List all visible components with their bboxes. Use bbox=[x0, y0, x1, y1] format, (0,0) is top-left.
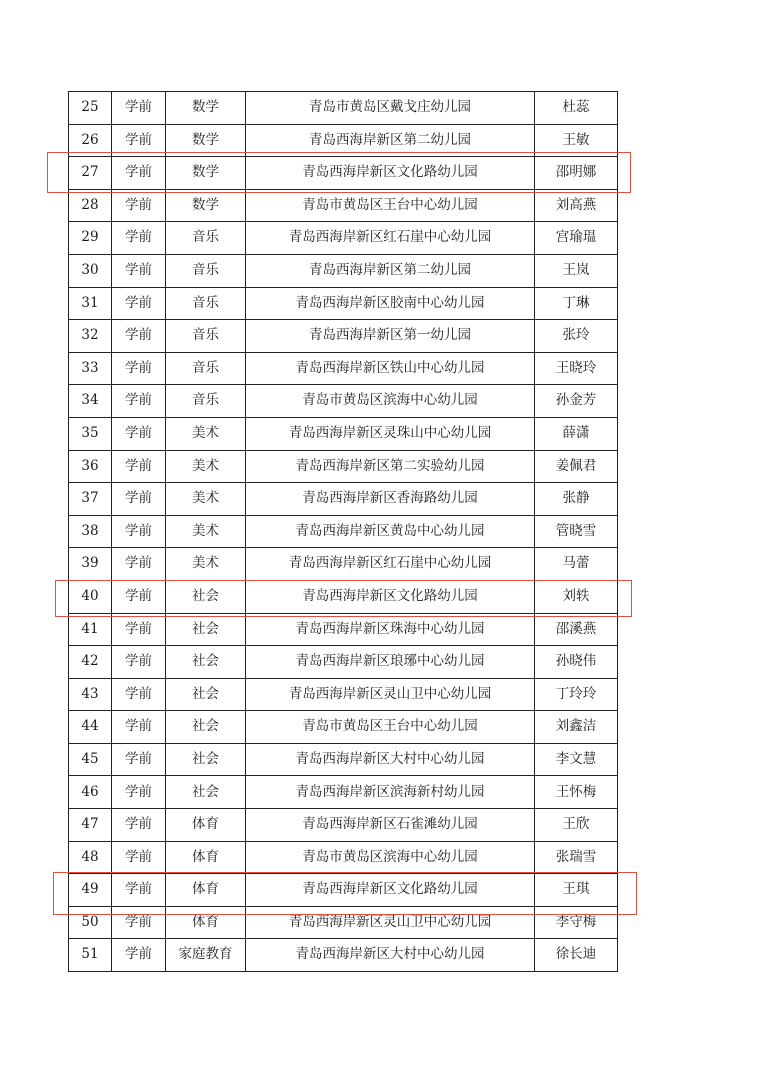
cell-school: 青岛西海岸新区灵山卫中心幼儿园 bbox=[246, 678, 535, 711]
table-row bbox=[69, 483, 618, 516]
table-row bbox=[69, 646, 618, 679]
table-row bbox=[69, 450, 618, 483]
cell-school: 青岛西海岸新区文化路幼儿园 bbox=[246, 874, 535, 907]
cell-number: 29 bbox=[69, 222, 112, 255]
cell-number: 37 bbox=[69, 483, 112, 516]
cell-number: 49 bbox=[69, 874, 112, 907]
table-row bbox=[69, 743, 618, 776]
cell-school: 青岛西海岸新区铁山中心幼儿园 bbox=[246, 352, 535, 385]
cell-number: 44 bbox=[69, 711, 112, 744]
cell-subject: 体育 bbox=[166, 906, 246, 939]
cell-teacher-name: 张玲 bbox=[535, 320, 618, 353]
cell-school: 青岛西海岸新区第一幼儿园 bbox=[246, 320, 535, 353]
cell-teacher-name: 王敏 bbox=[535, 124, 618, 157]
cell-number: 35 bbox=[69, 417, 112, 450]
cell-school: 青岛市黄岛区王台中心幼儿园 bbox=[246, 711, 535, 744]
cell-level: 学前 bbox=[112, 613, 166, 646]
cell-subject: 社会 bbox=[166, 580, 246, 613]
cell-number: 38 bbox=[69, 515, 112, 548]
cell-number: 47 bbox=[69, 809, 112, 842]
cell-school: 青岛西海岸新区珠海中心幼儿园 bbox=[246, 613, 535, 646]
cell-teacher-name: 张瑞雪 bbox=[535, 841, 618, 874]
cell-teacher-name: 王琪 bbox=[535, 874, 618, 907]
cell-level: 学前 bbox=[112, 352, 166, 385]
cell-school: 青岛西海岸新区红石崖中心幼儿园 bbox=[246, 222, 535, 255]
cell-level: 学前 bbox=[112, 841, 166, 874]
cell-teacher-name: 王欣 bbox=[535, 809, 618, 842]
table-row bbox=[69, 678, 618, 711]
cell-number: 45 bbox=[69, 743, 112, 776]
cell-school: 青岛西海岸新区香海路幼儿园 bbox=[246, 483, 535, 516]
cell-subject: 美术 bbox=[166, 417, 246, 450]
cell-number: 32 bbox=[69, 320, 112, 353]
cell-number: 51 bbox=[69, 939, 112, 972]
cell-number: 31 bbox=[69, 287, 112, 320]
table-row bbox=[69, 157, 618, 190]
cell-level: 学前 bbox=[112, 874, 166, 907]
cell-school: 青岛西海岸新区红石崖中心幼儿园 bbox=[246, 548, 535, 581]
cell-school: 青岛市黄岛区滨海中心幼儿园 bbox=[246, 385, 535, 418]
cell-teacher-name: 丁玲玲 bbox=[535, 678, 618, 711]
cell-level: 学前 bbox=[112, 450, 166, 483]
cell-number: 40 bbox=[69, 580, 112, 613]
cell-teacher-name: 王岚 bbox=[535, 254, 618, 287]
cell-level: 学前 bbox=[112, 157, 166, 190]
cell-number: 46 bbox=[69, 776, 112, 809]
cell-teacher-name: 李文慧 bbox=[535, 743, 618, 776]
table-row bbox=[69, 809, 618, 842]
cell-subject: 家庭教育 bbox=[166, 939, 246, 972]
cell-subject: 音乐 bbox=[166, 222, 246, 255]
cell-subject: 社会 bbox=[166, 711, 246, 744]
cell-level: 学前 bbox=[112, 320, 166, 353]
table-row bbox=[69, 320, 618, 353]
cell-teacher-name: 薛潇 bbox=[535, 417, 618, 450]
cell-school: 青岛西海岸新区滨海新村幼儿园 bbox=[246, 776, 535, 809]
cell-number: 48 bbox=[69, 841, 112, 874]
cell-level: 学前 bbox=[112, 711, 166, 744]
cell-subject: 体育 bbox=[166, 874, 246, 907]
cell-level: 学前 bbox=[112, 548, 166, 581]
cell-subject: 音乐 bbox=[166, 254, 246, 287]
table-row bbox=[69, 939, 618, 972]
cell-school: 青岛西海岸新区石雀滩幼儿园 bbox=[246, 809, 535, 842]
table-row bbox=[69, 189, 618, 222]
cell-school: 青岛市黄岛区王台中心幼儿园 bbox=[246, 189, 535, 222]
cell-school: 青岛西海岸新区第二幼儿园 bbox=[246, 124, 535, 157]
cell-teacher-name: 姜佩君 bbox=[535, 450, 618, 483]
cell-school: 青岛西海岸新区大村中心幼儿园 bbox=[246, 743, 535, 776]
cell-subject: 音乐 bbox=[166, 385, 246, 418]
cell-level: 学前 bbox=[112, 646, 166, 679]
cell-number: 43 bbox=[69, 678, 112, 711]
cell-level: 学前 bbox=[112, 776, 166, 809]
table-row bbox=[69, 515, 618, 548]
table-row bbox=[69, 92, 618, 125]
table-body bbox=[69, 92, 618, 972]
cell-school: 青岛西海岸新区大村中心幼儿园 bbox=[246, 939, 535, 972]
cell-subject: 美术 bbox=[166, 515, 246, 548]
cell-school: 青岛市黄岛区滨海中心幼儿园 bbox=[246, 841, 535, 874]
cell-teacher-name: 孙晓伟 bbox=[535, 646, 618, 679]
cell-teacher-name: 邵明娜 bbox=[535, 157, 618, 190]
table-row bbox=[69, 222, 618, 255]
table-row bbox=[69, 711, 618, 744]
cell-subject: 美术 bbox=[166, 450, 246, 483]
table-row bbox=[69, 385, 618, 418]
teacher-list-table bbox=[68, 91, 618, 972]
cell-subject: 美术 bbox=[166, 548, 246, 581]
table-row bbox=[69, 548, 618, 581]
cell-school: 青岛西海岸新区文化路幼儿园 bbox=[246, 580, 535, 613]
cell-number: 27 bbox=[69, 157, 112, 190]
cell-subject: 体育 bbox=[166, 809, 246, 842]
cell-level: 学前 bbox=[112, 385, 166, 418]
cell-teacher-name: 徐长迪 bbox=[535, 939, 618, 972]
cell-teacher-name: 刘轶 bbox=[535, 580, 618, 613]
cell-level: 学前 bbox=[112, 287, 166, 320]
cell-number: 30 bbox=[69, 254, 112, 287]
cell-subject: 社会 bbox=[166, 646, 246, 679]
cell-level: 学前 bbox=[112, 222, 166, 255]
cell-subject: 音乐 bbox=[166, 287, 246, 320]
cell-teacher-name: 丁琳 bbox=[535, 287, 618, 320]
cell-school: 青岛西海岸新区灵山卫中心幼儿园 bbox=[246, 906, 535, 939]
cell-school: 青岛西海岸新区第二幼儿园 bbox=[246, 254, 535, 287]
table-row bbox=[69, 124, 618, 157]
cell-teacher-name: 王晓玲 bbox=[535, 352, 618, 385]
cell-teacher-name: 刘高燕 bbox=[535, 189, 618, 222]
table-row bbox=[69, 613, 618, 646]
cell-subject: 社会 bbox=[166, 743, 246, 776]
cell-teacher-name: 王怀梅 bbox=[535, 776, 618, 809]
table-row bbox=[69, 906, 618, 939]
cell-number: 26 bbox=[69, 124, 112, 157]
cell-subject: 数学 bbox=[166, 157, 246, 190]
table-row bbox=[69, 417, 618, 450]
cell-subject: 社会 bbox=[166, 776, 246, 809]
cell-number: 33 bbox=[69, 352, 112, 385]
cell-subject: 社会 bbox=[166, 678, 246, 711]
cell-level: 学前 bbox=[112, 189, 166, 222]
cell-level: 学前 bbox=[112, 809, 166, 842]
cell-teacher-name: 张静 bbox=[535, 483, 618, 516]
cell-level: 学前 bbox=[112, 254, 166, 287]
cell-level: 学前 bbox=[112, 580, 166, 613]
cell-teacher-name: 李守梅 bbox=[535, 906, 618, 939]
cell-teacher-name: 邵溪燕 bbox=[535, 613, 618, 646]
cell-level: 学前 bbox=[112, 124, 166, 157]
cell-level: 学前 bbox=[112, 483, 166, 516]
cell-number: 41 bbox=[69, 613, 112, 646]
cell-teacher-name: 管晓雪 bbox=[535, 515, 618, 548]
table-row bbox=[69, 776, 618, 809]
table-row bbox=[69, 874, 618, 907]
cell-level: 学前 bbox=[112, 678, 166, 711]
cell-school: 青岛市黄岛区戴戈庄幼儿园 bbox=[246, 92, 535, 125]
cell-number: 50 bbox=[69, 906, 112, 939]
cell-subject: 音乐 bbox=[166, 352, 246, 385]
cell-number: 36 bbox=[69, 450, 112, 483]
cell-school: 青岛西海岸新区灵珠山中心幼儿园 bbox=[246, 417, 535, 450]
cell-subject: 数学 bbox=[166, 92, 246, 125]
table-row bbox=[69, 254, 618, 287]
cell-level: 学前 bbox=[112, 743, 166, 776]
cell-teacher-name: 刘鑫洁 bbox=[535, 711, 618, 744]
cell-school: 青岛西海岸新区琅琊中心幼儿园 bbox=[246, 646, 535, 679]
cell-subject: 音乐 bbox=[166, 320, 246, 353]
cell-level: 学前 bbox=[112, 939, 166, 972]
cell-number: 28 bbox=[69, 189, 112, 222]
cell-level: 学前 bbox=[112, 515, 166, 548]
cell-school: 青岛西海岸新区黄岛中心幼儿园 bbox=[246, 515, 535, 548]
cell-subject: 美术 bbox=[166, 483, 246, 516]
cell-teacher-name: 孙金芳 bbox=[535, 385, 618, 418]
cell-subject: 社会 bbox=[166, 613, 246, 646]
cell-level: 学前 bbox=[112, 417, 166, 450]
table-row bbox=[69, 580, 618, 613]
cell-teacher-name: 宫瑜瑥 bbox=[535, 222, 618, 255]
cell-school: 青岛西海岸新区第二实验幼儿园 bbox=[246, 450, 535, 483]
table-row bbox=[69, 287, 618, 320]
table-row bbox=[69, 352, 618, 385]
cell-school: 青岛西海岸新区文化路幼儿园 bbox=[246, 157, 535, 190]
cell-number: 34 bbox=[69, 385, 112, 418]
table-row bbox=[69, 841, 618, 874]
cell-subject: 数学 bbox=[166, 189, 246, 222]
cell-level: 学前 bbox=[112, 906, 166, 939]
cell-level: 学前 bbox=[112, 92, 166, 125]
cell-number: 39 bbox=[69, 548, 112, 581]
cell-teacher-name: 杜蕊 bbox=[535, 92, 618, 125]
cell-subject: 数学 bbox=[166, 124, 246, 157]
cell-subject: 体育 bbox=[166, 841, 246, 874]
cell-school: 青岛西海岸新区胶南中心幼儿园 bbox=[246, 287, 535, 320]
cell-number: 25 bbox=[69, 92, 112, 125]
cell-number: 42 bbox=[69, 646, 112, 679]
cell-teacher-name: 马蕾 bbox=[535, 548, 618, 581]
